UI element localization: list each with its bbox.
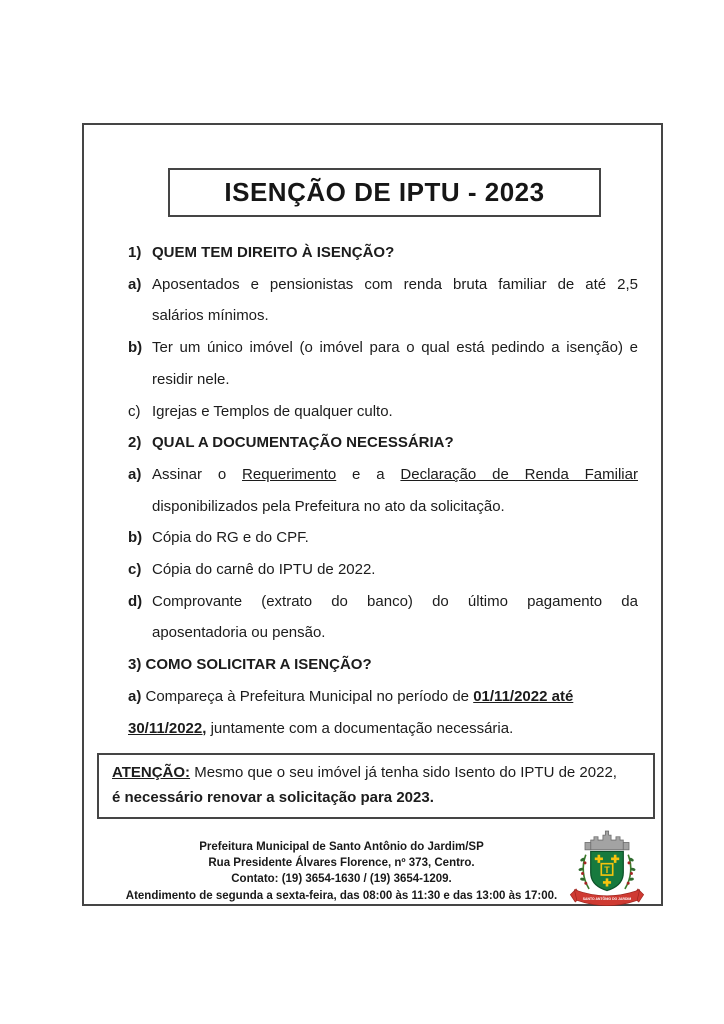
item-2a <box>128 459 638 522</box>
item-2a-label: a) <box>128 465 142 483</box>
left-branch <box>578 855 589 889</box>
item-2a-text-2: e a <box>336 465 401 483</box>
item-1b-line-2: residir nele. <box>152 370 230 388</box>
item-2b-label: b) <box>128 529 143 547</box>
document-body <box>84 237 661 744</box>
footer-line-city-hall: Prefeitura Municipal de Santo Antônio do Jardim/SP <box>199 840 484 853</box>
attention-box <box>97 753 655 819</box>
section-2-number: 2) <box>128 434 142 452</box>
section-2-heading-text: QUAL A DOCUMENTAÇÃO NECESSÁRIA? <box>152 434 454 452</box>
item-1b-label: b) <box>128 339 143 357</box>
crown-right-tower <box>623 843 629 850</box>
crown-icon <box>591 831 624 850</box>
item-1c-text: Igrejas e Templos de qualquer culto. <box>152 402 393 420</box>
crown-left-tower <box>585 843 591 850</box>
underlined-term-declaracao-renda: Declaração de Renda Familiar <box>400 465 638 483</box>
item-2a-line-1 <box>152 459 638 491</box>
item-1a-line-2: salários mínimos. <box>152 307 269 325</box>
item-2d <box>128 586 638 649</box>
footer <box>84 827 661 915</box>
item-1c-label: c) <box>128 402 141 420</box>
attention-text: Mesmo que o seu imóvel já tenha sido Isento do IPTU de 2022, <box>190 764 617 782</box>
section-1-heading <box>128 237 638 269</box>
municipal-coat-of-arms <box>565 827 649 915</box>
section-1-heading-text: QUEM TEM DIREITO À ISENÇÃO? <box>152 244 395 261</box>
item-1a-line-1: Aposentados e pensionistas com renda bruta familiar de até 2,5 <box>152 275 638 293</box>
ribbon-banner <box>570 889 643 906</box>
item-2a-line-2: disponibilizados pela Prefeitura no ato da solicitação. <box>152 497 505 515</box>
item-3a-line-1 <box>128 681 638 713</box>
footer-text-block <box>118 839 565 904</box>
item-2d-line-2: aposentadoria ou pensão. <box>152 624 326 642</box>
item-3a-line-2 <box>128 713 638 745</box>
section-1-number: 1) <box>128 244 142 261</box>
section-3-number: 3) <box>128 656 142 674</box>
section-3-heading <box>128 649 638 681</box>
underlined-term-requerimento: Requerimento <box>242 465 337 483</box>
item-1b <box>128 332 638 395</box>
document-title: ISENÇÃO DE IPTU - 2023 <box>224 177 545 207</box>
item-2c-text: Cópia do carnê do IPTU de 2022. <box>152 561 376 579</box>
item-2c-label: c) <box>128 561 142 579</box>
item-2b-text: Cópia do RG e do CPF. <box>152 529 309 547</box>
footer-line-contact: Contato: (19) 3654-1630 / (19) 3654-1209. <box>231 873 452 886</box>
item-1a <box>128 269 638 332</box>
item-1a-label: a) <box>128 275 142 293</box>
item-1b-line-1: Ter um único imóvel (o imóvel para o qual está pedindo a isenção) e <box>152 339 638 357</box>
section-3-heading-text: COMO SOLICITAR A ISENÇÃO? <box>141 656 372 674</box>
document-page <box>82 123 663 906</box>
item-3a-label: a) <box>128 687 142 705</box>
item-1c <box>128 396 638 428</box>
section-2-heading <box>128 427 638 459</box>
item-2c <box>128 554 638 586</box>
deadline-end-date: 30/11/2022, <box>128 719 207 737</box>
center-letter-t: T <box>604 865 610 876</box>
attention-line-1 <box>112 760 639 785</box>
item-3a-text-2: juntamente com a documentação necessária. <box>206 719 514 737</box>
attention-line-2: é necessário renovar a solicitação para 2023. <box>112 789 434 807</box>
attention-label: ATENÇÃO: <box>112 764 191 782</box>
item-2d-line-1: Comprovante (extrato do banco) do último pagamento da <box>152 592 638 610</box>
footer-line-hours: Atendimento de segunda a sexta-feira, das 08:00 às 11:30 e das 13:00 às 17:00. <box>125 889 558 902</box>
item-3a-text-1: Compareça à Prefeitura Municipal no período de <box>141 687 474 705</box>
footer-line-address: Rua Presidente Álvares Florence, nº 373, Centro. <box>208 856 475 869</box>
title-box <box>168 168 601 217</box>
deadline-start-date: 01/11/2022 até <box>473 687 574 705</box>
item-2b <box>128 522 638 554</box>
item-2d-label: d) <box>128 592 143 610</box>
right-branch <box>625 855 636 889</box>
item-2a-text-1: Assinar o <box>152 465 243 483</box>
crest-ribbon-text: SANTO ANTÔNIO DO JARDIM <box>582 897 632 902</box>
item-3a <box>128 681 638 744</box>
